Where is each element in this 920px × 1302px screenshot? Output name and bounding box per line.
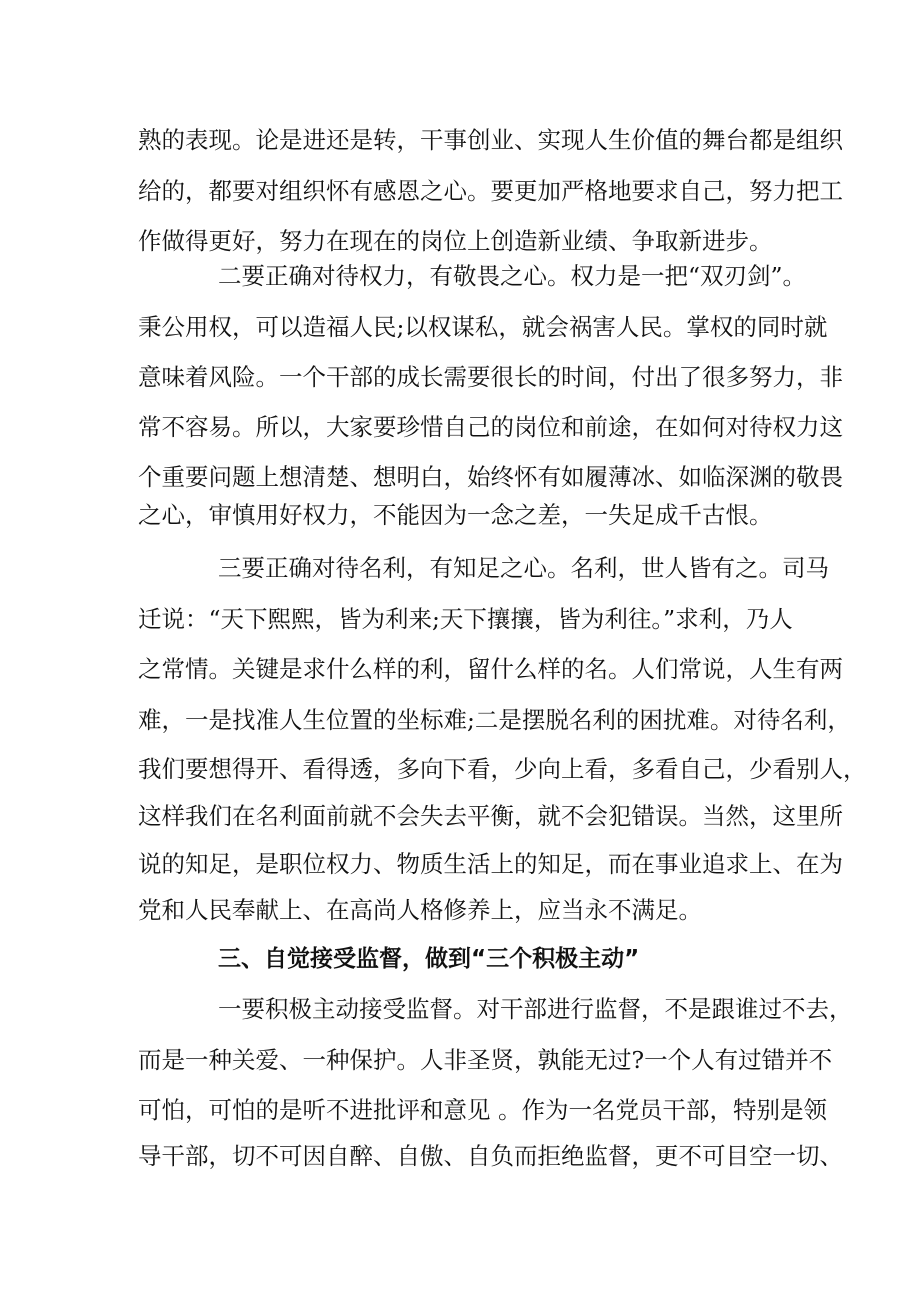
text-line: 作做得更好，努力在现在的岗位上创造新业绩、争取新进步。 bbox=[138, 227, 773, 255]
text-line: 迁说：“天下熙熙，皆为利来;天下攘攘，皆为利往。”求利，乃人 bbox=[138, 605, 793, 633]
text-line: 之心，审慎用好权力，不能因为一念之差，一失足成千古恨。 bbox=[138, 501, 773, 529]
text-line: 常不容易。所以，大家要珍惜自己的岗位和前途，在如何对待权力这 bbox=[138, 413, 843, 441]
text-line: 秉公用权，可以造福人民;以权谋私，就会祸害人民。掌权的同时就 bbox=[138, 313, 828, 341]
text-line: 这样我们在名利面前就不会失去平衡，就不会犯错误。当然，这里所 bbox=[138, 802, 843, 830]
text-line: 可怕，可怕的是听不进批评和意见 。作为一名党员干部，特别是领 bbox=[138, 1096, 827, 1124]
text-line: 导干部，切不可因自醉、自傲、自负而拒绝监督，更不可目空一切、 bbox=[138, 1142, 843, 1170]
paragraph-start-line: 三要正确对待名利，有知足之心。名利，世人皆有之。司马 bbox=[218, 554, 829, 582]
text-line: 我们要想得开、看得透，多向下看，少向上看，多看自己，少看别人， bbox=[138, 755, 867, 783]
paragraph-start-line: 二要正确对待权力，有敬畏之心。权力是一把“双刃剑”。 bbox=[218, 262, 807, 290]
text-line: 党和人民奉献上、在高尚人格修养上，应当永不满足。 bbox=[138, 896, 702, 924]
paragraph-start-line: 一要积极主动接受监督。对干部进行监督，不是跟谁过不去， bbox=[218, 995, 853, 1023]
section-heading: 三、自觉接受监督，做到“三个积极主动” bbox=[218, 946, 640, 972]
text-line: 意味着风险。一个干部的成长需要很长的时间，付出了很多努力，非 bbox=[138, 363, 843, 391]
text-line: 个重要问题上想清楚、想明白，始终怀有如履薄冰、如临深渊的敬畏 bbox=[138, 463, 843, 491]
text-line: 之常情。关键是求什么样的利，留什么样的名。人们常说，人生有两 bbox=[138, 655, 843, 683]
text-line: 难，一是找准人生位置的坐标难;二是摆脱名利的困扰难。对待名利， bbox=[138, 706, 851, 734]
text-line: 给的，都要对组织怀有感恩之心。要更加严格地要求自己，努力把工 bbox=[138, 177, 843, 205]
text-line: 说的知足，是职位权力、物质生活上的知足，而在事业追求上、在为 bbox=[138, 850, 843, 878]
text-line: 熟的表现。论是进还是转，干事创业、实现人生价值的舞台都是组织 bbox=[138, 126, 843, 154]
text-line: 而是一种关爱、一种保护。人非圣贤，孰能无过?一个人有过错并不 bbox=[138, 1046, 833, 1074]
